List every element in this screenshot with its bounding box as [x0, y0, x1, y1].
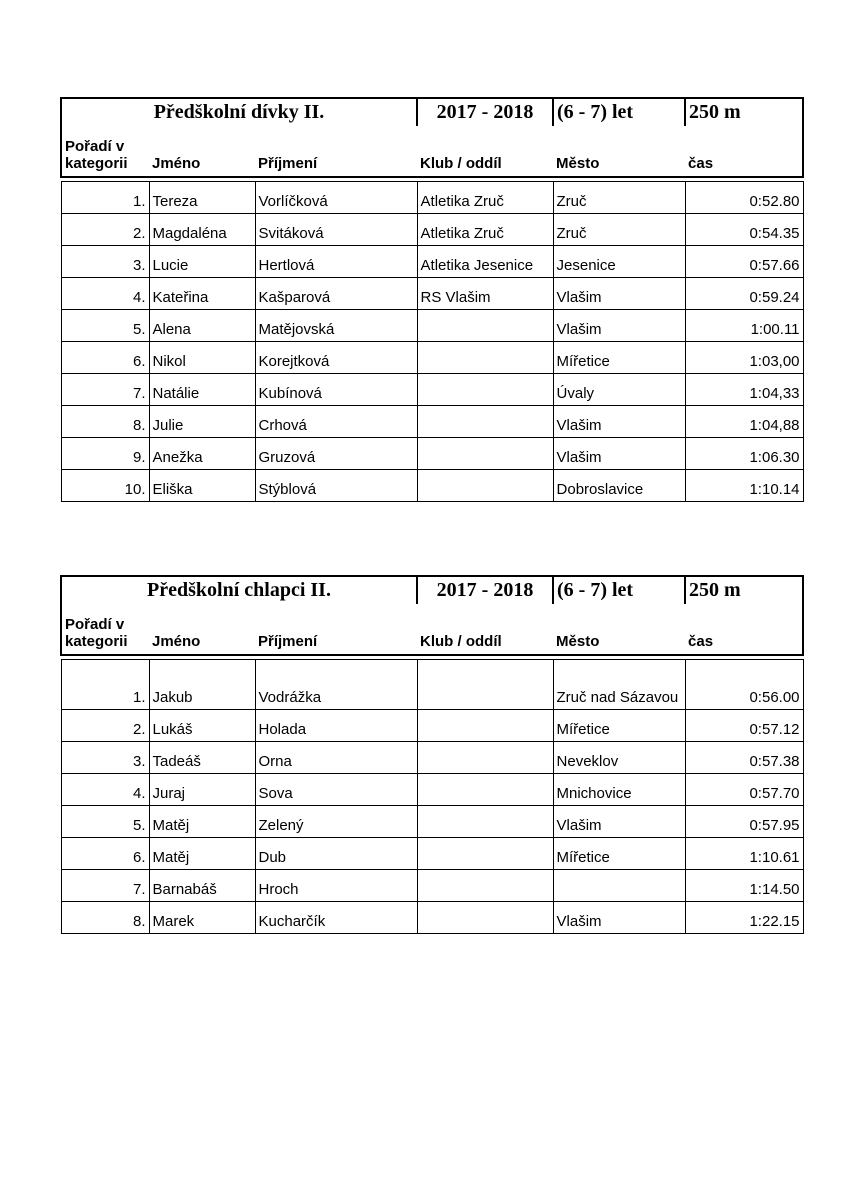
- table-row: [61, 710, 803, 742]
- cell-rank: 3.: [61, 246, 149, 278]
- column-header-club: Klub / oddíl: [417, 126, 553, 177]
- cell-time: 1:10.61: [685, 838, 803, 870]
- column-header-row: [61, 126, 803, 177]
- cell-first-name: Juraj: [149, 774, 255, 806]
- cell-rank: 6.: [61, 838, 149, 870]
- cell-first-name: Kateřina: [149, 278, 255, 310]
- cell-first-name: Tereza: [149, 182, 255, 214]
- cell-rank: 5.: [61, 310, 149, 342]
- cell-city: Mířetice: [553, 710, 685, 742]
- cell-club: [417, 742, 553, 774]
- category-title: Předškolní chlapci II.: [61, 576, 417, 604]
- cell-city: Mířetice: [553, 838, 685, 870]
- cell-club: [417, 374, 553, 406]
- cell-time: 1:03,00: [685, 342, 803, 374]
- column-header-rank: Pořadí v kategorii: [61, 604, 149, 655]
- cell-time: 1:14.50: [685, 870, 803, 902]
- cell-first-name: Matěj: [149, 838, 255, 870]
- cell-club: [417, 902, 553, 934]
- cell-time: 0:56.00: [685, 660, 803, 710]
- table-row: [61, 838, 803, 870]
- category-age: (6 - 7) let: [553, 576, 685, 604]
- cell-rank: 10.: [61, 470, 149, 502]
- cell-time: 0:52.80: [685, 182, 803, 214]
- table-row: [61, 342, 803, 374]
- cell-rank: 2.: [61, 214, 149, 246]
- cell-city: Zruč: [553, 214, 685, 246]
- column-header-time: čas: [685, 126, 803, 177]
- cell-last-name: Sova: [255, 774, 417, 806]
- cell-club: Atletika Jesenice: [417, 246, 553, 278]
- cell-last-name: Vodrážka: [255, 660, 417, 710]
- cell-first-name: Natálie: [149, 374, 255, 406]
- cell-time: 1:22.15: [685, 902, 803, 934]
- column-header-row: [61, 604, 803, 655]
- category-title-row: [61, 576, 803, 604]
- cell-time: 1:04,33: [685, 374, 803, 406]
- cell-city: Vlašim: [553, 438, 685, 470]
- cell-city: Zruč nad Sázavou: [553, 660, 685, 710]
- cell-first-name: Alena: [149, 310, 255, 342]
- cell-time: 0:57.70: [685, 774, 803, 806]
- cell-first-name: Jakub: [149, 660, 255, 710]
- column-header-club: Klub / oddíl: [417, 604, 553, 655]
- category-title-row: [61, 98, 803, 126]
- cell-first-name: Nikol: [149, 342, 255, 374]
- cell-city: Vlašim: [553, 278, 685, 310]
- column-header-last-name: Příjmení: [255, 126, 417, 177]
- cell-club: Atletika Zruč: [417, 182, 553, 214]
- table-row: [61, 246, 803, 278]
- cell-time: 1:10.14: [685, 470, 803, 502]
- table-row: [61, 806, 803, 838]
- table-row: [61, 902, 803, 934]
- cell-first-name: Marek: [149, 902, 255, 934]
- column-header-city: Město: [553, 604, 685, 655]
- cell-club: [417, 406, 553, 438]
- cell-city: Vlašim: [553, 806, 685, 838]
- cell-time: 0:54.35: [685, 214, 803, 246]
- results-table-girls: [60, 97, 804, 502]
- cell-club: [417, 838, 553, 870]
- cell-last-name: Hroch: [255, 870, 417, 902]
- category-distance: 250 m: [685, 576, 803, 604]
- cell-time: 1:00.11: [685, 310, 803, 342]
- cell-city: Mířetice: [553, 342, 685, 374]
- cell-club: [417, 710, 553, 742]
- cell-first-name: Tadeáš: [149, 742, 255, 774]
- cell-rank: 1.: [61, 660, 149, 710]
- cell-city: [553, 870, 685, 902]
- cell-first-name: Magdaléna: [149, 214, 255, 246]
- table-girls-body: [61, 98, 803, 502]
- cell-time: 0:57.95: [685, 806, 803, 838]
- cell-city: Vlašim: [553, 902, 685, 934]
- cell-last-name: Svitáková: [255, 214, 417, 246]
- cell-club: [417, 438, 553, 470]
- column-header-last-name: Příjmení: [255, 604, 417, 655]
- category-title: Předškolní dívky II.: [61, 98, 417, 126]
- cell-club: [417, 870, 553, 902]
- table-row: [61, 438, 803, 470]
- table-row: [61, 278, 803, 310]
- results-table-boys: [60, 575, 804, 934]
- cell-time: 1:06.30: [685, 438, 803, 470]
- cell-club: [417, 774, 553, 806]
- cell-city: Vlašim: [553, 310, 685, 342]
- cell-last-name: Gruzová: [255, 438, 417, 470]
- table-row: [61, 774, 803, 806]
- table-row: [61, 182, 803, 214]
- cell-rank: 5.: [61, 806, 149, 838]
- cell-city: Zruč: [553, 182, 685, 214]
- cell-city: Dobroslavice: [553, 470, 685, 502]
- table-row: [61, 742, 803, 774]
- cell-rank: 3.: [61, 742, 149, 774]
- cell-rank: 9.: [61, 438, 149, 470]
- cell-city: Neveklov: [553, 742, 685, 774]
- cell-last-name: Zelený: [255, 806, 417, 838]
- table-row: [61, 470, 803, 502]
- cell-club: [417, 310, 553, 342]
- cell-city: Mnichovice: [553, 774, 685, 806]
- cell-first-name: Lukáš: [149, 710, 255, 742]
- table-row: [61, 310, 803, 342]
- table-row: [61, 870, 803, 902]
- cell-club: [417, 806, 553, 838]
- cell-rank: 1.: [61, 182, 149, 214]
- column-header-first-name: Jméno: [149, 604, 255, 655]
- cell-city: Úvaly: [553, 374, 685, 406]
- cell-rank: 6.: [61, 342, 149, 374]
- cell-last-name: Crhová: [255, 406, 417, 438]
- cell-city: Jesenice: [553, 246, 685, 278]
- column-header-time: čas: [685, 604, 803, 655]
- category-distance: 250 m: [685, 98, 803, 126]
- cell-club: RS Vlašim: [417, 278, 553, 310]
- cell-first-name: Barnabáš: [149, 870, 255, 902]
- table-row: [61, 374, 803, 406]
- cell-last-name: Korejtková: [255, 342, 417, 374]
- category-age: (6 - 7) let: [553, 98, 685, 126]
- cell-club: [417, 660, 553, 710]
- cell-time: 0:57.38: [685, 742, 803, 774]
- cell-last-name: Kucharčík: [255, 902, 417, 934]
- cell-first-name: Julie: [149, 406, 255, 438]
- column-header-first-name: Jméno: [149, 126, 255, 177]
- cell-last-name: Matějovská: [255, 310, 417, 342]
- column-header-city: Město: [553, 126, 685, 177]
- table-row: [61, 660, 803, 710]
- cell-time: 0:57.12: [685, 710, 803, 742]
- cell-last-name: Dub: [255, 838, 417, 870]
- cell-last-name: Stýblová: [255, 470, 417, 502]
- cell-time: 0:57.66: [685, 246, 803, 278]
- cell-last-name: Vorlíčková: [255, 182, 417, 214]
- cell-first-name: Anežka: [149, 438, 255, 470]
- cell-rank: 4.: [61, 774, 149, 806]
- cell-last-name: Holada: [255, 710, 417, 742]
- category-years: 2017 - 2018: [417, 98, 553, 126]
- column-header-rank: Pořadí v kategorii: [61, 126, 149, 177]
- table-row: [61, 406, 803, 438]
- cell-rank: 7.: [61, 870, 149, 902]
- cell-rank: 8.: [61, 902, 149, 934]
- cell-rank: 8.: [61, 406, 149, 438]
- cell-club: [417, 470, 553, 502]
- table-boys-body: [61, 576, 803, 934]
- category-years: 2017 - 2018: [417, 576, 553, 604]
- cell-first-name: Lucie: [149, 246, 255, 278]
- cell-last-name: Kubínová: [255, 374, 417, 406]
- cell-club: Atletika Zruč: [417, 214, 553, 246]
- cell-first-name: Eliška: [149, 470, 255, 502]
- cell-last-name: Hertlová: [255, 246, 417, 278]
- cell-rank: 2.: [61, 710, 149, 742]
- cell-time: 0:59.24: [685, 278, 803, 310]
- cell-last-name: Kašparová: [255, 278, 417, 310]
- cell-club: [417, 342, 553, 374]
- cell-city: Vlašim: [553, 406, 685, 438]
- cell-rank: 7.: [61, 374, 149, 406]
- table-row: [61, 214, 803, 246]
- cell-rank: 4.: [61, 278, 149, 310]
- cell-first-name: Matěj: [149, 806, 255, 838]
- cell-last-name: Orna: [255, 742, 417, 774]
- cell-time: 1:04,88: [685, 406, 803, 438]
